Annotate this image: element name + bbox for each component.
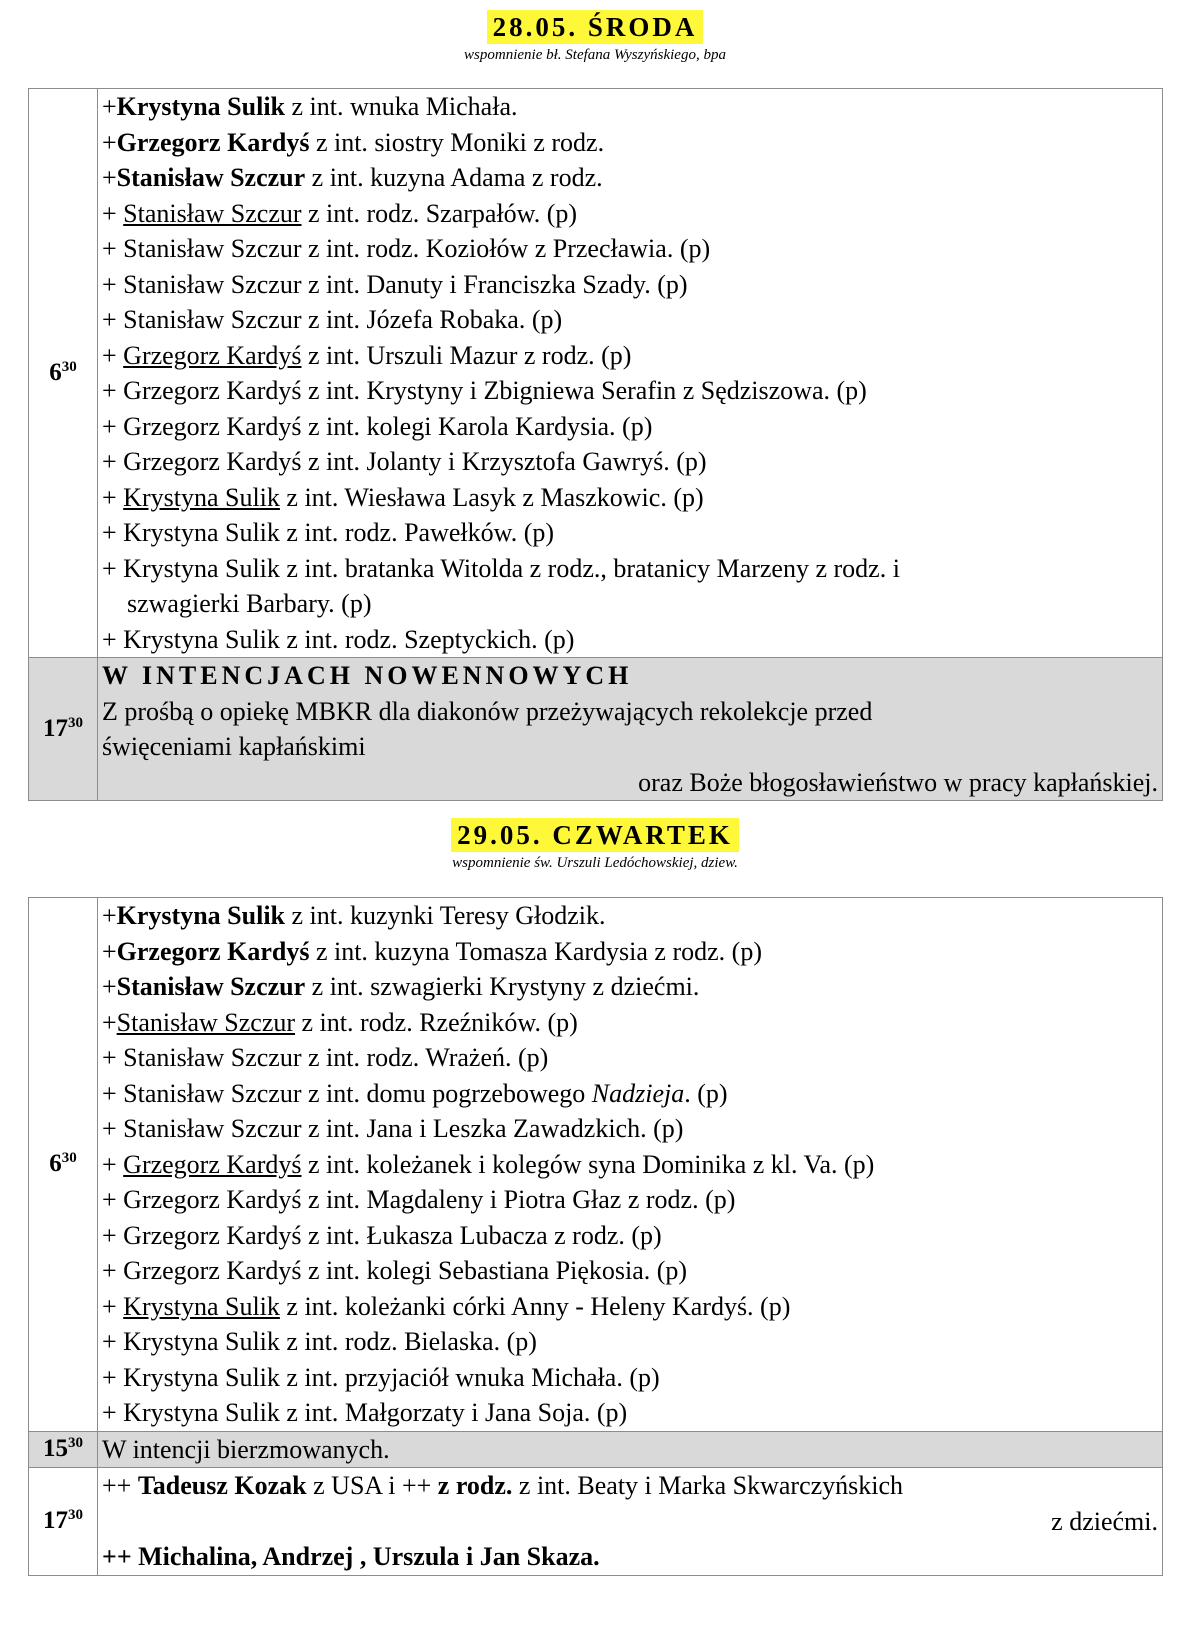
intention-line: + Stanisław Szczur z int. domu pogrzebowego Nadzieja. (p) xyxy=(102,1078,728,1108)
intention-line: + Stanisław Szczur z int. Jana i Leszka Zawadzkich. (p) xyxy=(102,1114,684,1143)
intentions-list xyxy=(98,89,1163,658)
day-header-1 xyxy=(0,10,1190,64)
intentions-list xyxy=(98,1468,1163,1576)
mass-table-day2 xyxy=(28,897,1163,1576)
intention-line: + Krystyna Sulik z int. przyjaciół wnuka Michała. (p) xyxy=(102,1362,660,1392)
intention-line: + Krystyna Sulik z int. rodz. Pawełków. (p) xyxy=(102,518,555,547)
intention-line: + Krystyna Sulik z int. rodz. Bielaska. (p) xyxy=(102,1327,537,1356)
mass-row xyxy=(29,89,1163,658)
novena-heading: W INTENCJACH NOWENNOWYCH xyxy=(102,661,633,690)
intention-line: oraz Boże błogosławieństwo w pracy kapłańskiej. xyxy=(638,767,1158,797)
intention-line-continued: szwagierki Barbary. (p) xyxy=(127,589,372,618)
mass-row xyxy=(29,658,1163,801)
intention-line: ++ Tadeusz Kozak z USA i ++ z rodz. z int. Beaty i Marka Skwarczyńskich xyxy=(102,1471,904,1500)
intention-line: + Krystyna Sulik z int. Wiesława Lasyk z Maszkowic. (p) xyxy=(102,482,704,512)
intention-line: + Krystyna Sulik z int. Małgorzaty i Jana Soja. (p) xyxy=(102,1398,628,1427)
day-title: 29.05. CZWARTEK xyxy=(451,818,739,852)
intention-line: + Krystyna Sulik z int. bratanka Witolda z rodz., bratanicy Marzeny z rodz. i xyxy=(102,553,900,583)
intention-line: + Grzegorz Kardyś z int. kolegi Sebastiana Piękosia. (p) xyxy=(102,1256,688,1285)
mass-time: $6^{30}$ xyxy=(29,898,98,1432)
intention-line: +Stanisław Szczur z int. kuzyna Adama z rodz. xyxy=(102,163,603,192)
intention-line: + Stanisław Szczur z int. rodz. Szarpałów. (p) xyxy=(102,198,578,228)
day-subtitle: wspomnienie św. Urszuli Ledóchowskiej, dziew. xyxy=(452,855,738,871)
intention-line: Z prośbą o opiekę MBKR dla diakonów przeżywających rekolekcje przed xyxy=(102,696,873,726)
intention-line: + Stanisław Szczur z int. Józefa Robaka. (p) xyxy=(102,305,563,334)
intention-line: + Stanisław Szczur z int. rodz. Wrażeń. (p) xyxy=(102,1043,549,1072)
mass-time: $17^{30}$ xyxy=(29,1468,98,1576)
intention-line: + Stanisław Szczur z int. Danuty i Franciszka Szady. (p) xyxy=(102,269,688,299)
mass-row xyxy=(29,1431,1163,1468)
intention-line: +Stanisław Szczur z int. szwagierki Krystyny z dziećmi. xyxy=(102,972,700,1001)
day-subtitle: wspomnienie bł. Stefana Wyszyńskiego, bpa xyxy=(464,47,726,63)
day-title: 28.05. ŚRODA xyxy=(487,10,704,44)
mass-table-day1 xyxy=(28,88,1163,801)
intention-line: + Grzegorz Kardyś z int. Łukasza Lubacza z rodz. (p) xyxy=(102,1220,662,1250)
mass-time: $17^{30}$ xyxy=(29,658,98,801)
intention-line: + Grzegorz Kardyś z int. Krystyny i Zbigniewa Serafin z Sędziszowa. (p) xyxy=(102,376,867,405)
intention-line: + Grzegorz Kardyś z int. Jolanty i Krzysztofa Gawryś. (p) xyxy=(102,447,707,476)
intention-line: + Grzegorz Kardyś z int. Magdaleny i Piotra Głaz z rodz. (p) xyxy=(102,1185,736,1214)
mass-row xyxy=(29,1468,1163,1576)
mass-time: $6^{30}$ xyxy=(29,89,98,658)
intention-line: ++ Michalina, Andrzej , Urszula i Jan Skaza. xyxy=(102,1542,600,1571)
intention-line: +Stanisław Szczur z int. rodz. Rzeźników. (p) xyxy=(102,1007,578,1037)
intention-line: + Grzegorz Kardyś z int. kolegi Karola Kardysia. (p) xyxy=(102,411,653,441)
mass-row xyxy=(29,898,1163,1432)
novena-intention xyxy=(98,658,1163,801)
intention-line: +Grzegorz Kardyś z int. siostry Moniki z rodz. xyxy=(102,127,605,157)
intention-line: + Krystyna Sulik z int. rodz. Szeptyckich. (p) xyxy=(102,624,575,654)
intention-line: + Stanisław Szczur z int. rodz. Koziołów z Przecławia. (p) xyxy=(102,234,711,263)
intention-line: + Grzegorz Kardyś z int. Urszuli Mazur z rodz. (p) xyxy=(102,340,632,370)
intention-line: święceniami kapłańskimi xyxy=(102,732,366,761)
intention-line: +Grzegorz Kardyś z int. kuzyna Tomasza Kardysia z rodz. (p) xyxy=(102,936,762,966)
intention-line: z dziećmi. xyxy=(1051,1506,1158,1536)
intention-line: W intencji bierzmowanych. xyxy=(98,1431,1163,1468)
day-header-2 xyxy=(0,818,1190,872)
intention-line: +Krystyna Sulik z int. wnuka Michała. xyxy=(102,92,518,121)
mass-time: $15^{30}$ xyxy=(29,1431,98,1468)
intention-line: +Krystyna Sulik z int. kuzynki Teresy Głodzik. xyxy=(102,901,606,930)
intention-line: + Krystyna Sulik z int. koleżanki córki Anny - Heleny Kardyś. (p) xyxy=(102,1291,791,1321)
intention-line: + Grzegorz Kardyś z int. koleżanek i kolegów syna Dominika z kl. Va. (p) xyxy=(102,1149,875,1179)
intentions-list xyxy=(98,898,1163,1432)
